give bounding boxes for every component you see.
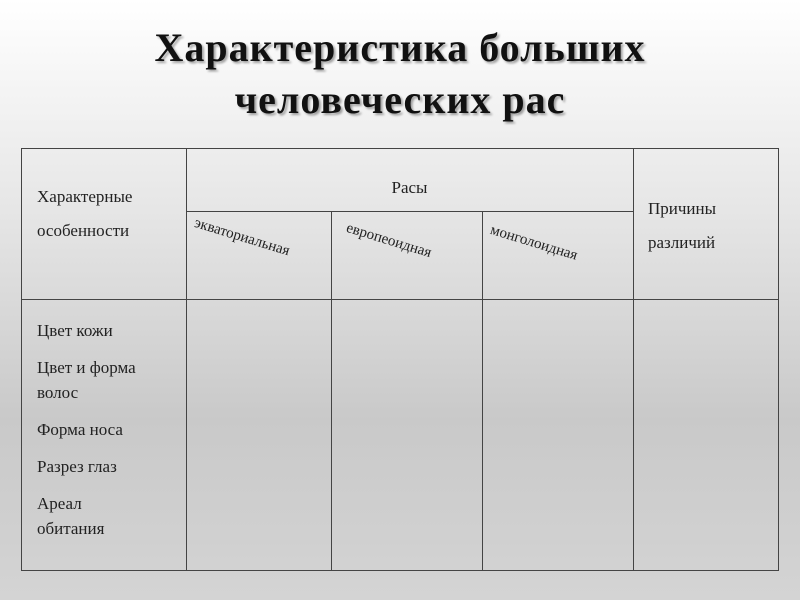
- race-equatorial-header: экваториальная: [192, 215, 292, 260]
- col-divider-3: [482, 211, 483, 571]
- row-nose: Форма носа: [37, 420, 123, 439]
- reasons-header-line-1: Причины: [648, 199, 717, 218]
- row-eyes: Разрез глаз: [37, 457, 117, 476]
- race-caucasoid-header: европеоидная: [344, 220, 434, 262]
- table-left-border: [21, 148, 22, 571]
- table-right-border: [778, 148, 779, 571]
- features-header-line-2: особенности: [37, 221, 130, 240]
- col-divider-1: [186, 148, 187, 571]
- row-skin-color: Цвет кожи: [37, 321, 113, 340]
- col-divider-2: [331, 211, 332, 571]
- features-header-line-1: Характерные: [37, 187, 133, 206]
- races-subheader-border: [186, 211, 633, 212]
- feature-row-list: [37, 318, 177, 553]
- reasons-header-line-2: различий: [648, 233, 716, 252]
- header-bottom-border: [21, 299, 779, 300]
- slide-title: [0, 22, 800, 126]
- table-bottom-border: [21, 570, 779, 571]
- title-line-2: человеческих рас: [234, 77, 566, 122]
- features-header: [37, 180, 132, 248]
- table-top-border: [21, 148, 779, 149]
- races-header: Расы: [391, 178, 428, 197]
- race-mongoloid-header: монголоидная: [488, 222, 580, 264]
- reasons-header: [648, 192, 716, 260]
- title-line-1: Характеристика больших: [154, 25, 646, 70]
- col-divider-4: [633, 148, 634, 571]
- row-hair: Цвет и форма волос: [37, 358, 136, 402]
- row-habitat: Ареал обитания: [37, 494, 105, 538]
